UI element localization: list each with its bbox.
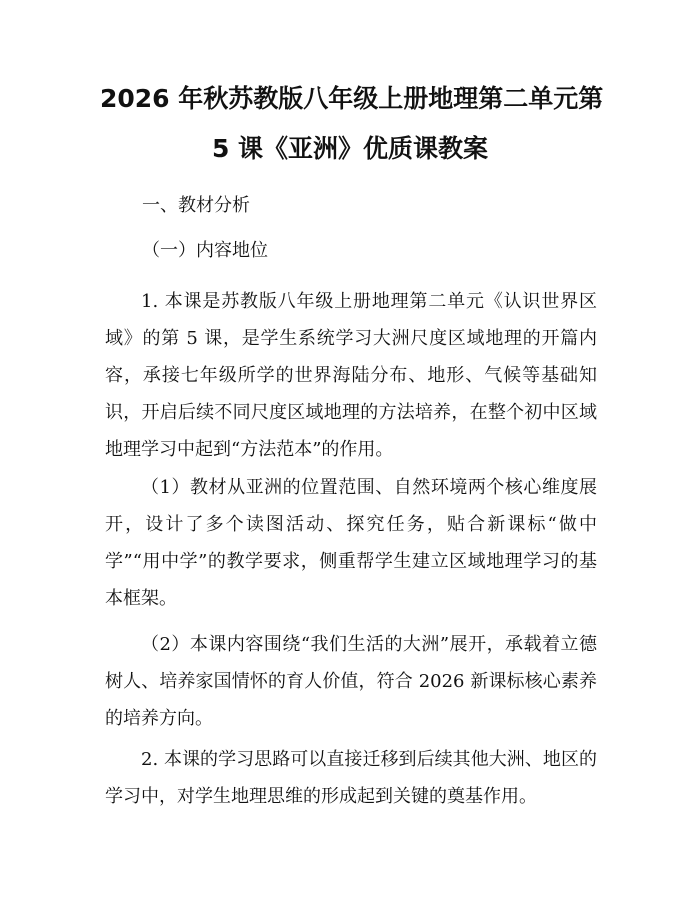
paragraph-4: 2. 本课的学习思路可以直接迁移到后续其他大洲、地区的学习中，对学生地理思维的形成起到关键的奠基作用。 bbox=[105, 749, 597, 807]
section-heading: 一、教材分析 bbox=[142, 195, 250, 216]
paragraph-1: 1. 本课是苏教版八年级上册地理第二单元《认识世界区域》的第 5 课，是学生系统学习大洲尺度区域地理的开篇内容，承接七年级所学的世界海陆分布、地形、气候等基础知识，开启后续不同尺度区域地理的方法培养，在整个初中区域地理学习中起到“方法范本”的作用。 bbox=[105, 291, 597, 460]
paragraph-3: （2）本课内容围绕“我们生活的大洲”展开，承载着立德树人、培养家国情怀的育人价值，符合 2026 新课标核心素养的培养方向。 bbox=[105, 634, 597, 729]
document-title-line-2: 5 课《亚洲》优质课教案 bbox=[211, 134, 489, 163]
paragraph-2: （1）教材从亚洲的位置范围、自然环境两个核心维度展开，设计了多个读图活动、探究任务，贴合新课标“做中学”“用中学”的教学要求，侧重帮学生建立区域地理学习的基本框架。 bbox=[105, 477, 597, 609]
subsection-heading: （一）内容地位 bbox=[142, 240, 268, 261]
document-title-line-1: 2026 年秋苏教版八年级上册地理第二单元第 bbox=[100, 84, 604, 113]
